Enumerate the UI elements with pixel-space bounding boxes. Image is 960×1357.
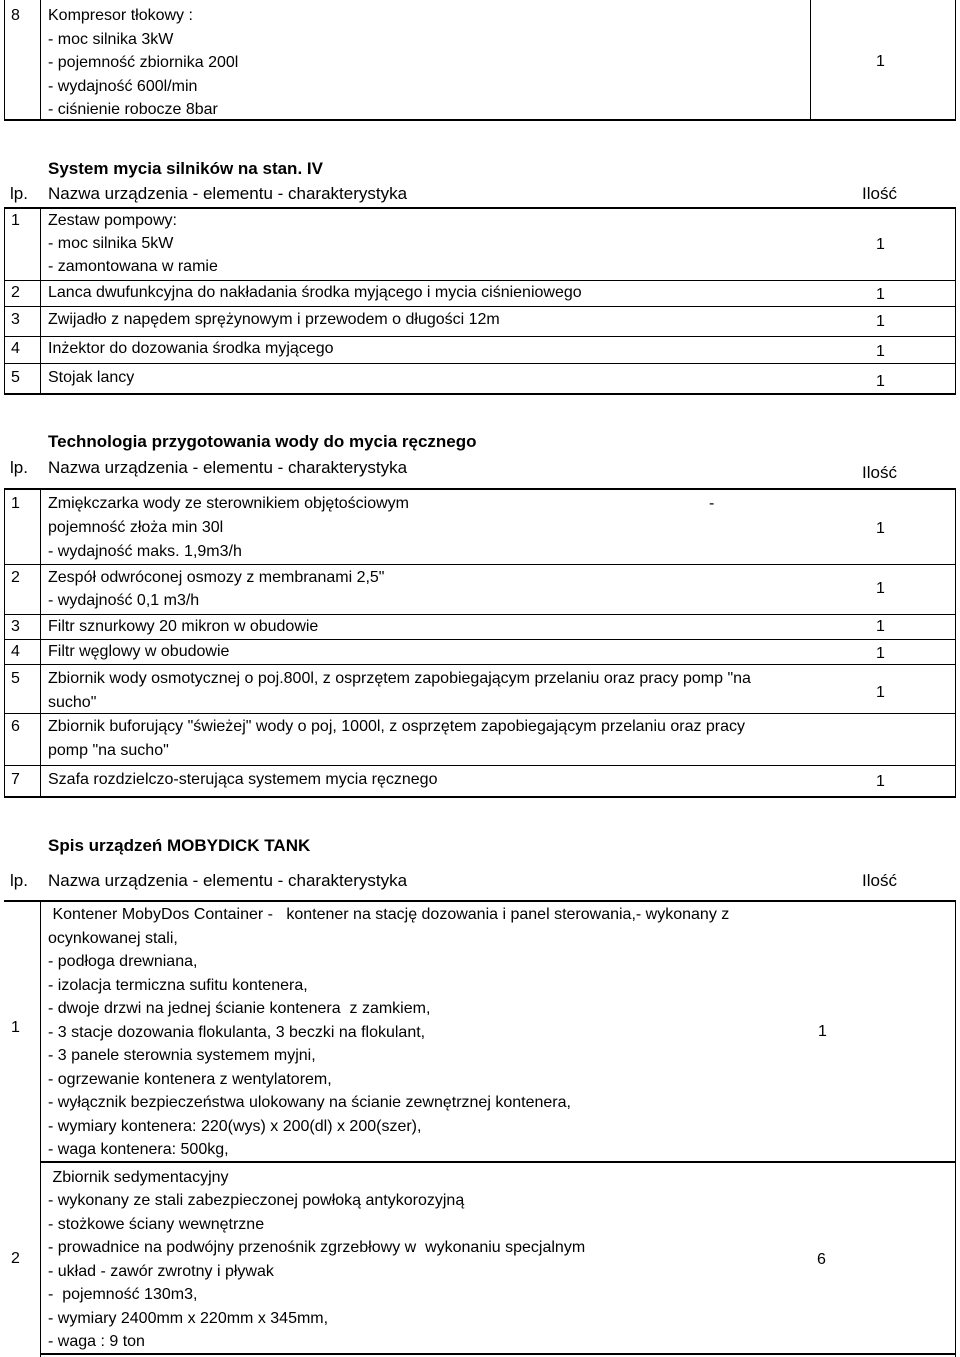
table-border bbox=[4, 796, 956, 798]
cell-text: Zbiornik wody osmotycznej o poj.800l, z osprzętem zapobiegającym przelaniu oraz pracy pomp "na bbox=[48, 670, 751, 687]
table-border bbox=[4, 639, 956, 640]
cell-text: - wymiary kontenera: 220(wys) x 200(dl) x 200(szer), bbox=[48, 1118, 422, 1135]
table-border bbox=[4, 336, 956, 337]
quantity: 1 bbox=[876, 343, 885, 360]
row-number: 8 bbox=[11, 7, 20, 24]
row-number: 4 bbox=[11, 340, 20, 357]
section-title: Spis urządzeń MOBYDICK TANK bbox=[48, 836, 311, 855]
table-border bbox=[955, 207, 956, 395]
table-border bbox=[4, 0, 5, 120]
table-border bbox=[4, 900, 956, 902]
cell-text: - moc silnika 5kW bbox=[48, 235, 174, 252]
cell-text: - wydajność 600l/min bbox=[48, 78, 198, 95]
cell-text: - wymiary 2400mm x 220mm x 345mm, bbox=[48, 1310, 329, 1327]
table-border bbox=[4, 765, 956, 766]
cell-text: Lanca dwufunkcyjna do nakładania środka myjącego i mycia ciśnieniowego bbox=[48, 284, 582, 301]
quantity: 1 bbox=[876, 53, 885, 70]
row-number: 3 bbox=[11, 311, 20, 328]
cell-text: Zestaw pompowy: bbox=[48, 212, 177, 229]
row-number: 2 bbox=[11, 569, 20, 586]
table-border bbox=[4, 393, 956, 395]
cell-text: - moc silnika 3kW bbox=[48, 31, 174, 48]
cell-text: pojemność złoża min 30l bbox=[48, 519, 224, 536]
cell-text: - izolacja termiczna sufitu kontenera, bbox=[48, 977, 308, 994]
row-number: 1 bbox=[11, 1019, 20, 1036]
header-name: Nazwa urządzenia - elementu - charakterystyka bbox=[48, 871, 408, 890]
cell-text: - wykonany ze stali zabezpieczonej powłoką antykorozyjną bbox=[48, 1192, 465, 1209]
header-qty: Ilość bbox=[862, 463, 897, 482]
cell-text: - prowadnice na podwójny przenośnik zgrzebłowy w wykonaniu specjalnym bbox=[48, 1239, 586, 1256]
table-border bbox=[4, 713, 956, 714]
cell-text: - bbox=[709, 495, 715, 512]
table-border bbox=[40, 900, 41, 1357]
quantity: 1 bbox=[876, 373, 885, 390]
cell-text: Szafa rozdzielczo-sterująca systemem mycia ręcznego bbox=[48, 771, 438, 788]
cell-text: Zmiękczarka wody ze sterownikiem objętościowym bbox=[48, 495, 409, 512]
cell-text: Kompresor tłokowy : bbox=[48, 7, 193, 24]
header-name: Nazwa urządzenia - elementu - charakterystyka bbox=[48, 458, 408, 477]
table-border bbox=[4, 207, 5, 395]
cell-text: - układ - zawór zwrotny i pływak bbox=[48, 1263, 274, 1280]
header-lp: lp. bbox=[10, 458, 28, 477]
section-title: System mycia silników na stan. IV bbox=[48, 159, 323, 178]
table-border bbox=[40, 207, 41, 395]
quantity: 1 bbox=[876, 313, 885, 330]
row-number: 1 bbox=[11, 212, 20, 229]
table-border bbox=[4, 664, 956, 665]
table-border bbox=[810, 0, 811, 120]
cell-text: - dwoje drzwi na jednej ścianie kontenera z zamkiem, bbox=[48, 1000, 431, 1017]
cell-text: Filtr węglowy w obudowie bbox=[48, 643, 230, 660]
table-border bbox=[4, 488, 956, 490]
cell-text: Kontener MobyDos Container - kontener na stację dozowania i panel sterowania,- wykonany z bbox=[48, 906, 730, 923]
cell-text: Zbiornik buforujący "świeżej" wody o poj, 1000l, z osprzętem zapobiegającym przelaniu oraz pracy bbox=[48, 718, 746, 735]
section-title: Technologia przygotowania wody do mycia ręcznego bbox=[48, 432, 477, 451]
quantity: 1 bbox=[876, 773, 885, 790]
cell-text: - stożkowe ściany wewnętrzne bbox=[48, 1216, 265, 1233]
table-border bbox=[955, 0, 956, 120]
cell-text: - waga kontenera: 500kg, bbox=[48, 1141, 229, 1158]
cell-text: - pojemność 130m3, bbox=[48, 1286, 198, 1303]
cell-text: - zamontowana w ramie bbox=[48, 258, 218, 275]
quantity: 6 bbox=[817, 1251, 826, 1268]
cell-text: - ciśnienie robocze 8bar bbox=[48, 101, 218, 118]
table-border bbox=[4, 280, 956, 281]
cell-text: - wyłącznik bezpieczeństwa ulokowany na ścianie zewnętrznej kontenera, bbox=[48, 1094, 571, 1111]
row-number: 7 bbox=[11, 771, 20, 788]
row-number: 1 bbox=[11, 495, 20, 512]
cell-text: Zwijadło z napędem sprężynowym i przewodem o długości 12m bbox=[48, 311, 500, 328]
row-number: 2 bbox=[11, 284, 20, 301]
quantity: 1 bbox=[876, 645, 885, 662]
header-lp: lp. bbox=[10, 184, 28, 203]
cell-text: Zbiornik sedymentacyjny bbox=[48, 1169, 229, 1186]
cell-text: Inżektor do dozowania środka myjącego bbox=[48, 340, 334, 357]
table-border bbox=[955, 488, 956, 798]
table-border bbox=[4, 306, 956, 307]
quantity: 1 bbox=[876, 684, 885, 701]
cell-text: ocynkowanej stali, bbox=[48, 930, 178, 947]
quantity: 1 bbox=[818, 1023, 827, 1040]
cell-text: - podłoga drewniana, bbox=[48, 953, 198, 970]
header-lp: lp. bbox=[10, 871, 28, 890]
row-number: 2 bbox=[11, 1250, 20, 1267]
cell-text: - wydajność maks. 1,9m3/h bbox=[48, 543, 242, 560]
cell-text: - 3 panele sterownia systemem myjni, bbox=[48, 1047, 316, 1064]
table-border bbox=[4, 119, 956, 121]
quantity: 1 bbox=[876, 618, 885, 635]
quantity: 1 bbox=[876, 520, 885, 537]
row-number: 3 bbox=[11, 618, 20, 635]
table-border bbox=[4, 564, 956, 565]
row-number: 4 bbox=[11, 643, 20, 660]
table-border bbox=[40, 1161, 956, 1163]
cell-text: Filtr sznurkowy 20 mikron w obudowie bbox=[48, 618, 319, 635]
table-border bbox=[955, 900, 956, 1357]
header-qty: Ilość bbox=[862, 871, 897, 890]
cell-text: - pojemność zbiornika 200l bbox=[48, 54, 239, 71]
cell-text: - ogrzewanie kontenera z wentylatorem, bbox=[48, 1071, 332, 1088]
cell-text: sucho" bbox=[48, 694, 97, 711]
cell-text: - waga : 9 ton bbox=[48, 1333, 145, 1350]
quantity: 1 bbox=[876, 580, 885, 597]
table-border bbox=[4, 207, 956, 209]
table-border bbox=[4, 488, 5, 798]
cell-text: Zespół odwróconej osmozy z membranami 2,5" bbox=[48, 569, 385, 586]
cell-text: Stojak lancy bbox=[48, 369, 135, 386]
table-border bbox=[40, 488, 41, 798]
row-number: 5 bbox=[11, 670, 20, 687]
header-qty: Ilość bbox=[862, 184, 897, 203]
cell-text: pomp "na sucho" bbox=[48, 742, 169, 759]
table-border bbox=[4, 363, 956, 364]
table-border bbox=[40, 0, 41, 120]
table-border bbox=[40, 1353, 956, 1355]
row-number: 6 bbox=[11, 718, 20, 735]
row-number: 5 bbox=[11, 369, 20, 386]
cell-text: - 3 stacje dozowania flokulanta, 3 beczki na flokulant, bbox=[48, 1024, 426, 1041]
header-name: Nazwa urządzenia - elementu - charakterystyka bbox=[48, 184, 408, 203]
quantity: 1 bbox=[876, 236, 885, 253]
quantity: 1 bbox=[876, 286, 885, 303]
cell-text: - wydajność 0,1 m3/h bbox=[48, 592, 200, 609]
table-border bbox=[4, 614, 956, 615]
